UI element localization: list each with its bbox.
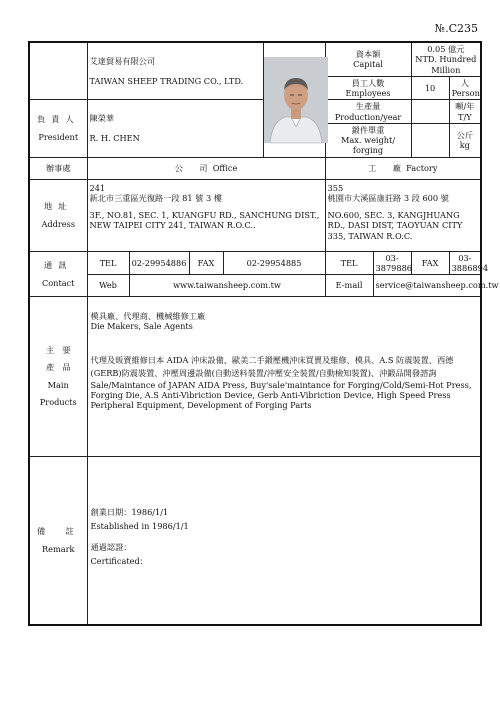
factory-tel: 03-3879886 (373, 251, 411, 275)
president-photo-cell (263, 42, 325, 157)
office-address (87, 179, 325, 251)
factory-zip: 355 (327, 182, 344, 193)
products-line1-zh: 模具廠、代理商、機械維修工廠 (90, 311, 206, 321)
office-address-en: 3F., NO.81, SEC. 1, KUANGFU RD., SANCHUNG DIST., NEW TAIPEI CITY 241, TAIWAN R.O.C.. (89, 210, 320, 231)
contact-label-zh: 通訊 (44, 259, 73, 270)
max-weight-label-zh: 鍛件單重 (351, 124, 385, 135)
president-name-zh: 陳榮華 (89, 113, 115, 124)
employees-unit (449, 76, 481, 100)
remark-label (29, 457, 87, 625)
production-label (325, 100, 411, 124)
office-fax: 02-29954885 (223, 251, 325, 275)
production-value (411, 100, 449, 124)
max-weight-label (325, 123, 411, 157)
factory-column-header (325, 157, 481, 179)
capital-label-en: Capital (353, 59, 383, 70)
products-line1-en: Die Makers, Sale Agents (90, 321, 193, 332)
factory-fax-label: FAX (411, 251, 449, 275)
production-label-zh: 生產量 (355, 101, 381, 112)
office-zip: 241 (89, 182, 106, 193)
production-label-en: Production/year (334, 111, 402, 122)
employees-label (325, 76, 411, 100)
office-tel: 02-29954886 (129, 251, 189, 275)
company-label-cell (29, 42, 87, 100)
capital-label-zh: 資本額 (355, 49, 381, 60)
employees-unit-zh: 人 (460, 77, 469, 88)
max-weight-value (411, 123, 449, 157)
president-label-zh: 負責人 (36, 114, 80, 125)
address-label-zh: 地址 (44, 200, 73, 211)
company-name-zh: 艾達貿易有限公司 (89, 55, 156, 66)
address-label-en: Address (41, 219, 76, 229)
capital-value-en: NTD. Hundred Million (415, 54, 477, 75)
capital-label (325, 42, 411, 76)
office-fax-label: FAX (189, 251, 223, 275)
employees-label-en: Employees (345, 88, 391, 98)
company-profile-card (28, 41, 499, 626)
production-unit-en: T/Y (458, 111, 472, 122)
capital-value-zh: 0.05 億元 (427, 44, 465, 54)
catalog-code: №.C235 (434, 22, 478, 35)
remark-content (87, 457, 481, 625)
office-header-en: Office (212, 162, 238, 173)
factory-address-en: NO.600, SEC. 3, KANGJHUANG RD., DASI DIST, TAOYUAN CITY 335, TAIWAN R.O.C. (327, 210, 463, 241)
established-zh: 創業日期：1986/1/1 (90, 507, 169, 517)
products-label-zh-2: 產 品 (45, 362, 71, 373)
office-column-header (87, 157, 325, 179)
president-photo (264, 57, 328, 143)
factory-address-zh: 桃園市大溪區康莊路 3 段 600 號 (327, 192, 449, 203)
email-label: E-mail (325, 275, 373, 297)
production-unit-zh: 噸/年 (455, 101, 475, 112)
established-en: Established in 1986/1/1 (90, 521, 189, 532)
company-name-en: TAIWAN SHEEP TRADING CO., LTD. (89, 76, 244, 87)
contact-label-en: Contact (41, 277, 75, 288)
factory-fax: 03-3886894 (449, 251, 481, 275)
factory-header-zh: 工 廠 (368, 162, 401, 173)
max-weight-label-en: Max. weight/ forging (340, 135, 396, 156)
factory-tel-label: TEL (325, 251, 373, 275)
capital-value (411, 42, 481, 76)
company-name-cell (87, 42, 263, 100)
president-label-en: President (38, 132, 79, 143)
web-label: Web (87, 275, 129, 297)
products-label (29, 297, 87, 457)
production-unit (449, 100, 481, 124)
products-label-en-2: Products (39, 396, 77, 407)
employees-value: 10 (411, 76, 449, 100)
email-link[interactable]: service@taiwansheep.com.tw (373, 275, 481, 297)
factory-header-en: Factory (406, 162, 438, 173)
products-content (87, 297, 481, 457)
employees-label-zh: 員工人數 (351, 77, 385, 88)
president-label (29, 100, 87, 157)
contact-label (29, 251, 87, 297)
products-label-en-1: Main (47, 379, 69, 390)
president-name-en: R. H. CHEN (89, 133, 140, 144)
remark-label-en: Remark (41, 544, 75, 555)
website-link[interactable]: www.taiwansheep.com.tw (129, 275, 325, 297)
address-label (29, 179, 87, 251)
max-weight-unit: 公斤 kg (449, 123, 481, 157)
remark-label-zh: 備 註 (36, 526, 80, 536)
products-label-zh-1: 主 要 (45, 345, 71, 356)
office-tel-label: TEL (87, 251, 129, 275)
president-name-cell (87, 100, 263, 157)
products-line2-en: Sale/Maintance of JAPAN AIDA Press, Buy'sale'maintance for Forging/Cold/Semi-Hot Press, Forging Die, A.S Anti-Vibriction Device, Gerb Anti-Vibriction Device, High Speed Press Peripheral Equipment, Development of Forging Parts (90, 379, 472, 411)
certified-en: Certificated： (90, 555, 148, 566)
employees-unit-en: Person (451, 88, 480, 98)
office-header-label: 辦事處 (29, 157, 87, 179)
factory-address (325, 179, 481, 251)
products-line2-zh: 代理及販賣維修日本 AIDA 沖床設備、歐美二手鍛壓機沖床買賣及維修、模具、A.S 防震裝置、西德(GERB)防震裝置、沖壓周邊設備(自動送料裝置/沖壓安全裝置/自動檢知裝置)、沖鍛品開發諮詢 (90, 354, 454, 378)
office-address-zh: 新北市三重區光復路一段 81 號 3 樓 (89, 192, 222, 203)
office-header-zh: 公 司 (174, 162, 208, 173)
certified-zh: 通過認證： (90, 541, 132, 552)
